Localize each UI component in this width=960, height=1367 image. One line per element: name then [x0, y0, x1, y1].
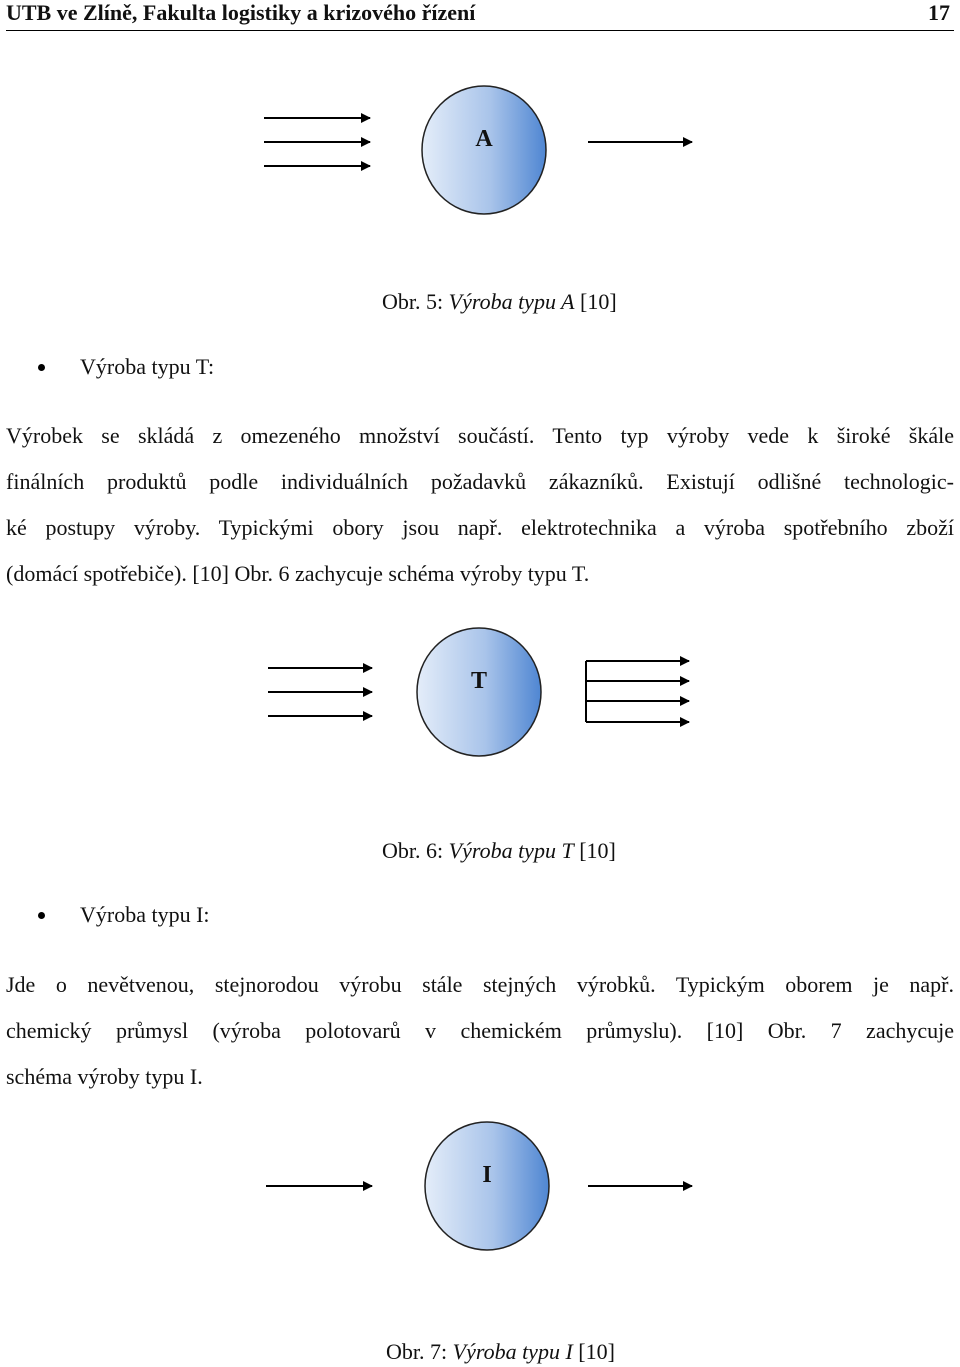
header-title: UTB ve Zlíně, Fakulta logistiky a krizového řízení — [6, 0, 476, 25]
caption-ref: [10] — [579, 838, 616, 863]
input-arrows — [264, 118, 370, 166]
branching-output-arrows — [586, 661, 689, 722]
caption-title: Výroba typu A — [448, 289, 575, 314]
paragraph-line: (domácí spotřebiče). [10] Obr. 6 zachycuje schéma výroby typu T. — [6, 561, 590, 586]
node-label-t: T — [470, 668, 488, 694]
paragraph-type-t — [6, 413, 954, 597]
input-arrows — [268, 668, 372, 716]
figure-5-caption — [382, 288, 617, 316]
bullet-icon — [38, 364, 45, 371]
caption-title: Výroba typu I — [452, 1339, 573, 1364]
caption-prefix: Obr. 6: — [382, 838, 444, 863]
caption-prefix: Obr. 5: — [382, 289, 444, 314]
paragraph-line: Jde o nevětvenou, stejnorodou výrobu stále stejných výrobků. Typickým oborem je např. — [6, 972, 954, 997]
paragraph-line: finálních produktů podle individuálních požadavků zákazníků. Existují odlišné technologic- — [6, 469, 954, 494]
bullet-text: Výroba typu T: — [80, 354, 215, 379]
node-label-a: A — [475, 126, 493, 152]
figure-7-caption — [386, 1338, 615, 1366]
bullet-item-type-t — [38, 353, 438, 383]
bullet-icon — [38, 912, 45, 919]
figure-7-diagram — [266, 1122, 692, 1250]
paragraph-type-i — [6, 962, 954, 1100]
bullet-text: Výroba typu I: — [80, 902, 210, 927]
caption-ref: [10] — [580, 289, 617, 314]
caption-prefix: Obr. 7: — [386, 1339, 448, 1364]
paragraph-line: ké postupy výroby. Typickými obory jsou např. elektrotechnika a výroba spotřebního zboží — [6, 515, 954, 540]
node-label-i: I — [482, 1162, 492, 1188]
bullet-item-type-i — [38, 901, 438, 931]
caption-title: Výroba typu T — [448, 838, 574, 863]
caption-ref: [10] — [578, 1339, 615, 1364]
page-number: 17 — [928, 0, 950, 25]
figure-6-caption — [382, 837, 616, 865]
figure-6-diagram — [268, 628, 689, 756]
paragraph-line: schéma výroby typu I. — [6, 1064, 203, 1089]
paragraph-line: Výrobek se skládá z omezeného množství součástí. Tento typ výroby vede k široké škále — [6, 423, 954, 448]
paragraph-line: chemický průmysl (výroba polotovarů v chemickém průmyslu). [10] Obr. 7 zachycuje — [6, 1018, 954, 1043]
figure-5-diagram — [264, 86, 692, 214]
